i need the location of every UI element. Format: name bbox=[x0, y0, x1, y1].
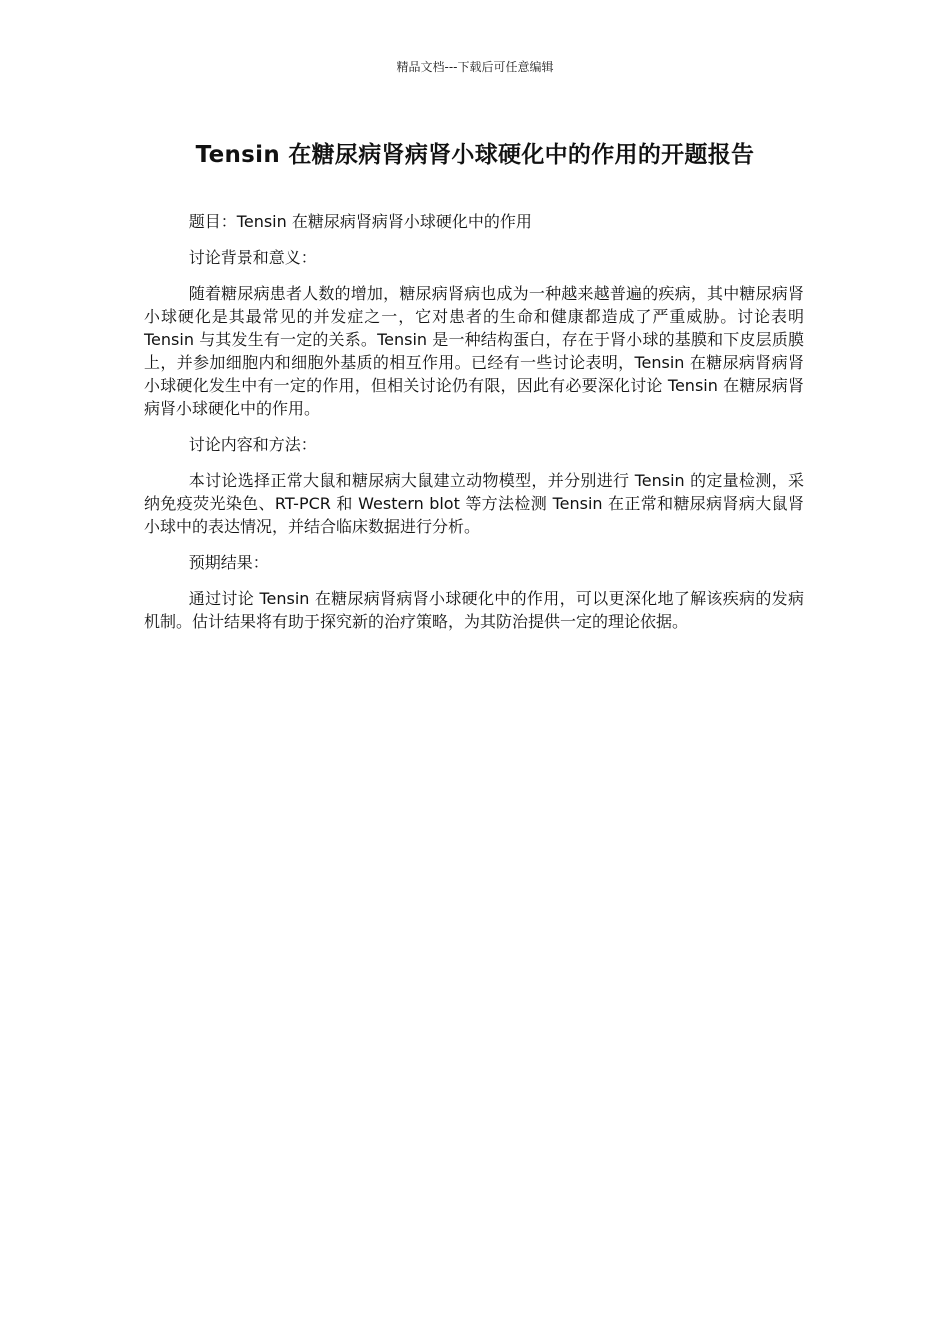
document-title: Tensin 在糖尿病肾病肾小球硬化中的作用的开题报告 bbox=[195, 142, 755, 168]
topic-line: 题目：Tensin 在糖尿病肾病肾小球硬化中的作用 bbox=[188, 212, 532, 231]
background-paragraph: 随着糖尿病患者人数的增加，糖尿病肾病也成为一种越来越普遍的疾病，其中糖尿病肾小球硬化是其最常见的并发症之一，它对患者的生命和健康都造成了严重威胁。讨论表明 Tensin 与其发生有一定的关系。Tensin 是一种结构蛋白，存在于肾小球的基膜和下皮层质膜上，并参加细胞内和细胞外基质的相互作用。已经有一些讨论表明，Tensin 在糖尿病肾病肾小球硬化发生中有一定的作用，但相关讨论仍有限，因此有必要深化讨论 Tensin 在糖尿病肾病肾小球硬化中的作用。 bbox=[144, 284, 804, 418]
page-header-note: 精品文档---下载后可任意编辑 bbox=[396, 60, 554, 74]
methods-paragraph: 本讨论选择正常大鼠和糖尿病大鼠建立动物模型，并分别进行 Tensin 的定量检测，采纳免疫荧光染色、RT-PCR 和 Western blot 等方法检测 Tensin 在正常和糖尿病肾病大鼠肾小球中的表达情况，并结合临床数据进行分析。 bbox=[144, 471, 804, 536]
results-heading: 预期结果： bbox=[188, 553, 269, 572]
methods-heading: 讨论内容和方法： bbox=[188, 435, 317, 454]
background-heading: 讨论背景和意义： bbox=[188, 248, 317, 267]
document-body bbox=[144, 210, 804, 646]
results-paragraph: 通过讨论 Tensin 在糖尿病肾病肾小球硬化中的作用，可以更深化地了解该疾病的发病机制。估计结果将有助于探究新的治疗策略，为其防治提供一定的理论依据。 bbox=[144, 589, 804, 631]
